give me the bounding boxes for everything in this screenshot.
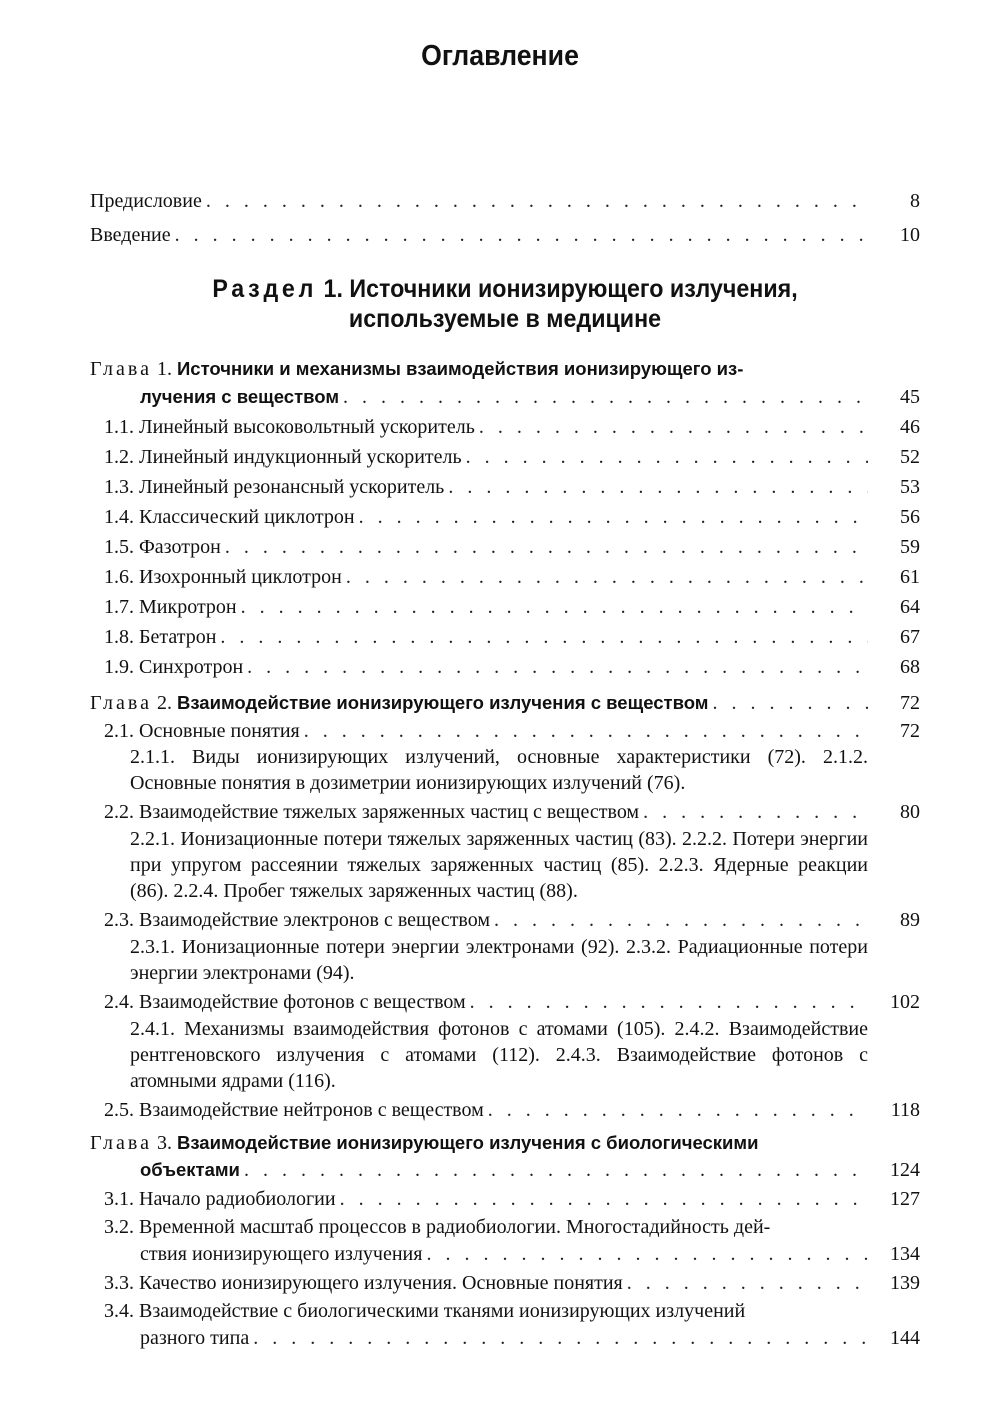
dot-leader (426, 1240, 868, 1268)
table-of-contents (90, 186, 920, 1352)
toc-entry-1-7[interactable] (90, 592, 920, 622)
toc-entry-3-1[interactable] (90, 1184, 920, 1214)
entry-number: 1.2. (104, 446, 134, 468)
entry-number: 2.4. (104, 991, 134, 1013)
toc-entry-preface[interactable] (90, 186, 920, 216)
entry-number: 1.7. (104, 596, 134, 618)
section-title-line2: используемые в медицине (348, 305, 662, 333)
toc-entry-3-2[interactable] (90, 1214, 920, 1268)
page-title: Оглавление (421, 40, 579, 72)
chapter-title-line1: Источники и механизмы взаимодействия ионизирующего из- (176, 358, 744, 379)
entry-number: 1.5. (104, 536, 134, 558)
dot-leader (206, 186, 868, 216)
toc-entry-1-8[interactable] (90, 622, 920, 652)
entry-number: 3.4. (104, 1300, 134, 1322)
toc-entry-2-4[interactable] (90, 988, 920, 1016)
entry-number: 2.3. (104, 909, 134, 931)
page-number: 124 (890, 1159, 920, 1181)
page-number: 59 (900, 536, 920, 558)
entry-number: 3.1. (104, 1188, 134, 1210)
entry-label: Микротрон (139, 596, 237, 618)
page-number: 53 (900, 476, 920, 498)
dot-leader (343, 382, 868, 412)
toc-entry-2-1[interactable] (90, 718, 920, 744)
entry-number: 2.1. (104, 720, 134, 742)
entry-label: Взаимодействие тяжелых заряженных частиц с веществом (139, 801, 640, 823)
subsection-details-2-4: 2.4.1. Механизмы взаимодействия фотонов с атомами (105). 2.4.2. Взаимодействие рентгеновского излучения с атомами (112). 2.4.3. Взаимодействие фотонов с атомными ядрами (116). (130, 1018, 868, 1092)
dot-leader (244, 1156, 868, 1184)
entry-label-line1: Взаимодействие с биологическими тканями ионизирующих излучений (139, 1300, 746, 1322)
page-number: 52 (900, 446, 920, 468)
entry-label: Взаимодействие фотонов с веществом (139, 991, 466, 1013)
page-number: 89 (900, 909, 920, 931)
entry-label-line2: ствия ионизирующего излучения (140, 1240, 426, 1268)
entry-number: 1.6. (104, 566, 134, 588)
entry-number: 3.2. (104, 1216, 134, 1238)
page-number: 144 (890, 1327, 920, 1349)
chapter-number: 1. (156, 358, 172, 380)
entry-number: 1.9. (104, 656, 134, 678)
chapter-number: 3. (156, 1132, 172, 1154)
dot-leader (712, 688, 868, 718)
section-title-line1: Источники ионизирующего излучения, (349, 275, 798, 303)
page-number: 46 (900, 416, 920, 438)
entry-label: Начало радиобиологии (139, 1188, 336, 1210)
toc-entry-1-6[interactable] (90, 562, 920, 592)
entry-label-line2: разного типа (140, 1324, 253, 1352)
chapter-3[interactable] (90, 1130, 920, 1184)
chapter-title: Взаимодействие ионизирующего излучения с веществом (176, 692, 709, 713)
chapter-1[interactable] (90, 356, 920, 412)
page-number: 80 (900, 801, 920, 823)
page-number: 64 (900, 596, 920, 618)
subsection-details-2-3: 2.3.1. Ионизационные потери энергии электронами (92). 2.3.2. Радиационные потери энергии электронами (94). (130, 936, 868, 984)
chapter-2[interactable] (90, 688, 920, 718)
toc-entry-3-4[interactable] (90, 1298, 920, 1352)
section-heading (119, 274, 891, 334)
entry-label: Синхротрон (139, 656, 244, 678)
toc-entry-2-5[interactable] (90, 1096, 920, 1124)
page-number: 134 (890, 1243, 920, 1265)
toc-entry-1-9[interactable] (90, 652, 920, 682)
dot-leader (466, 442, 868, 472)
entry-label: Предисловие (90, 186, 206, 216)
page-number: 72 (900, 692, 920, 714)
entry-number: 1.8. (104, 626, 134, 648)
section-number: 1. (323, 275, 343, 303)
dot-leader (346, 562, 868, 592)
dot-leader (175, 220, 868, 250)
chapter-heading (90, 1130, 920, 1156)
page-number: 139 (890, 1272, 920, 1294)
dot-leader (304, 718, 868, 744)
dot-leader (627, 1268, 868, 1298)
dot-leader (220, 622, 868, 652)
toc-entry-3-3[interactable] (90, 1268, 920, 1298)
page-number: 61 (900, 566, 920, 588)
page-number: 8 (910, 190, 920, 212)
toc-entry-1-5[interactable] (90, 532, 920, 562)
dot-leader (494, 906, 868, 934)
entry-label: Классический циклотрон (139, 506, 355, 528)
page-number: 102 (890, 991, 920, 1013)
chapter-number: 2. (156, 692, 172, 714)
page-number: 56 (900, 506, 920, 528)
entry-label: Взаимодействие электронов с веществом (139, 909, 491, 931)
entry-label: Линейный резонансный ускоритель (139, 476, 445, 498)
chapter-heading (90, 356, 920, 382)
entry-label: Качество ионизирующего излучения. Основные понятия (139, 1272, 623, 1294)
chapter-label: Глава (90, 358, 152, 380)
toc-entry-1-1[interactable] (90, 412, 920, 442)
page-number: 118 (890, 1099, 920, 1121)
entry-label: Введение (90, 220, 175, 250)
page-number: 45 (900, 386, 920, 408)
entry-label: Взаимодействие нейтронов с веществом (139, 1099, 484, 1121)
dot-leader (479, 412, 868, 442)
toc-entry-2-3[interactable] (90, 906, 920, 934)
dot-leader (448, 472, 868, 502)
dot-leader (253, 1324, 868, 1352)
page-number: 10 (900, 224, 920, 246)
entry-label: Линейный высоковольтный ускоритель (139, 416, 475, 438)
entry-label: Основные понятия (139, 720, 300, 742)
entry-label-line1: Временной масштаб процессов в радиобиологии. Многостадийность дей- (139, 1216, 771, 1238)
page-number: 72 (900, 720, 920, 742)
entry-label: Изохронный циклотрон (139, 566, 342, 588)
dot-leader (488, 1096, 868, 1124)
dot-leader (470, 988, 868, 1016)
page-number: 67 (900, 626, 920, 648)
toc-entry-introduction[interactable] (90, 220, 920, 250)
page-number: 68 (900, 656, 920, 678)
dot-leader (340, 1184, 868, 1214)
chapter-title-line1: Взаимодействие ионизирующего излучения с биологическими (176, 1132, 759, 1153)
entry-number: 2.5. (104, 1099, 134, 1121)
entry-number: 3.3. (104, 1272, 134, 1294)
entry-number: 1.3. (104, 476, 134, 498)
entry-number: 1.1. (104, 416, 134, 438)
chapter-title-line2: объектами (140, 1156, 244, 1184)
toc-entry-1-2[interactable] (90, 442, 920, 472)
subsection-details-2-1: 2.1.1. Виды ионизирующих излучений, основные характеристики (72). 2.1.2. Основные понятия в дозиметрии ионизирующих излучений (76). (130, 746, 868, 794)
chapter-heading-continuation (90, 382, 920, 412)
chapter-label: Глава (90, 692, 152, 714)
entry-number: 2.2. (104, 801, 134, 823)
entry-label: Линейный индукционный ускоритель (139, 446, 462, 468)
dot-leader (241, 592, 868, 622)
dot-leader (359, 502, 868, 532)
chapter-label: Глава (90, 1132, 152, 1154)
dot-leader (643, 798, 868, 826)
chapter-heading-continuation (90, 1156, 920, 1184)
subsection-details-2-2: 2.2.1. Ионизационные потери тяжелых заряженных частиц (83). 2.2.2. Потери энергии при упругом рассеянии тяжелых заряженных частиц (85). 2.2.3. Ядерные реакции (86). 2.2.4. Пробег тяжелых заряженных частиц (88). (130, 828, 868, 902)
entry-label: Бетатрон (139, 626, 217, 648)
entry-label: Фазотрон (139, 536, 221, 558)
section-label: Раздел (212, 275, 318, 303)
entry-number: 1.4. (104, 506, 134, 528)
dot-leader (225, 532, 868, 562)
toc-entry-1-3[interactable] (90, 472, 920, 502)
page-number: 127 (890, 1188, 920, 1210)
toc-entry-1-4[interactable] (90, 502, 920, 532)
dot-leader (247, 652, 868, 682)
toc-entry-2-2[interactable] (90, 798, 920, 826)
chapter-title-line2: лучения с веществом (140, 382, 343, 412)
